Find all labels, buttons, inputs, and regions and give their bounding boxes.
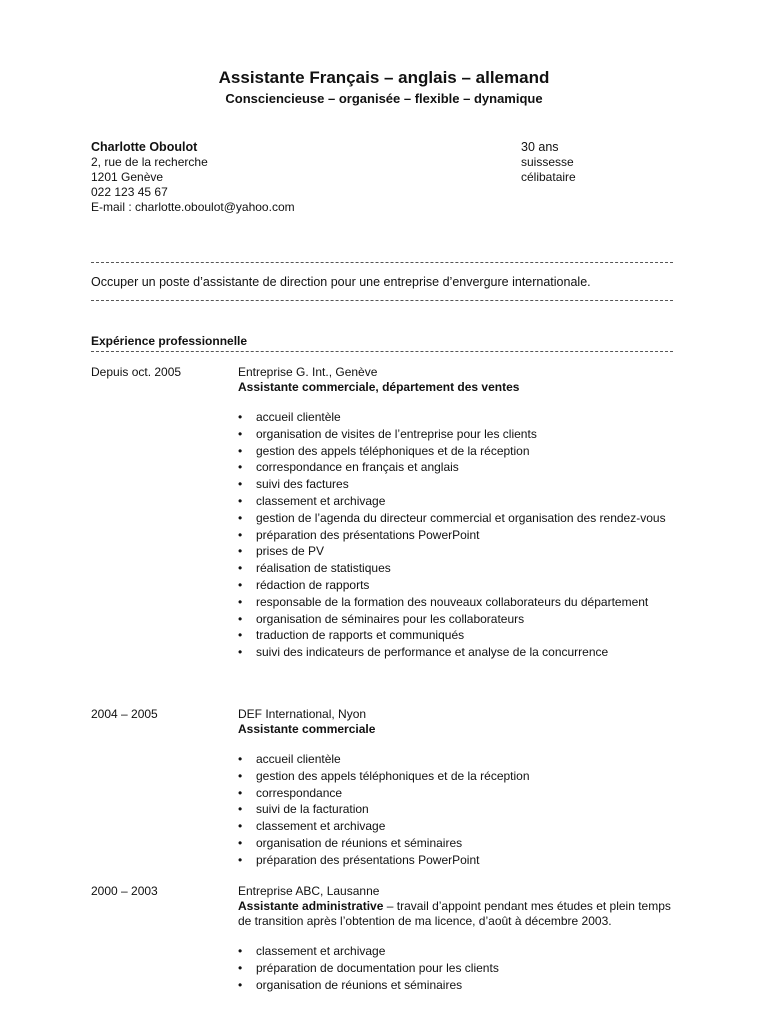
task-item bbox=[238, 628, 678, 643]
bullet-icon: • bbox=[238, 944, 243, 958]
task-text: suivi des indicateurs de performance et analyse de la concurrence bbox=[256, 645, 609, 660]
task-item bbox=[238, 612, 678, 627]
task-item bbox=[238, 853, 678, 868]
task-text: rédaction de rapports bbox=[256, 577, 370, 592]
task-item bbox=[238, 544, 678, 559]
bullet-icon: • bbox=[238, 628, 243, 643]
task-list bbox=[238, 410, 678, 660]
experience-role: Assistante commerciale bbox=[238, 722, 376, 736]
bullet-icon: • bbox=[238, 527, 243, 542]
task-item bbox=[238, 595, 678, 610]
task-text: responsable de la formation des nouveaux collaborateurs du département bbox=[256, 594, 649, 609]
task-item bbox=[238, 769, 678, 784]
task-item bbox=[238, 836, 678, 851]
age: 30 ans bbox=[521, 140, 559, 154]
experience-role-line bbox=[238, 899, 678, 929]
task-item bbox=[238, 978, 678, 993]
task-text: accueil clientèle bbox=[256, 410, 341, 424]
task-item bbox=[238, 427, 678, 442]
task-text: suivi de la facturation bbox=[256, 802, 369, 817]
bullet-icon: • bbox=[238, 410, 243, 424]
contact-block bbox=[91, 140, 295, 215]
bullet-icon: • bbox=[238, 561, 243, 576]
bullet-icon: • bbox=[238, 477, 243, 492]
task-list bbox=[238, 752, 678, 868]
task-text: préparation des présentations PowerPoint bbox=[256, 852, 480, 867]
task-text: correspondance en français et anglais bbox=[256, 460, 459, 475]
task-item bbox=[238, 645, 678, 660]
task-text: préparation des présentations PowerPoint bbox=[256, 527, 480, 542]
cv-title: Assistante Français – anglais – allemand bbox=[218, 68, 550, 87]
task-text: correspondance bbox=[256, 785, 343, 800]
bullet-icon: • bbox=[238, 460, 243, 475]
bullet-icon: • bbox=[238, 426, 243, 441]
experience-role: Assistante commerciale, département des ventes bbox=[238, 380, 520, 394]
task-item bbox=[238, 410, 678, 425]
section-title-experience: Expérience professionnelle bbox=[91, 334, 248, 348]
task-item bbox=[238, 528, 678, 543]
experience-company: DEF International, Nyon bbox=[238, 707, 367, 721]
task-text: classement et archivage bbox=[256, 493, 386, 508]
experience-company: Entreprise G. Int., Genève bbox=[238, 365, 378, 379]
bullet-icon: • bbox=[238, 493, 243, 508]
task-text: suivi des factures bbox=[256, 477, 349, 492]
experience-role: Assistante administrative bbox=[238, 899, 384, 913]
experience-description: – travail d’appoint pendant mes études et plein temps de transition après l’obtention de ma licence, d’août à décembre 2003. bbox=[238, 899, 671, 928]
task-list bbox=[238, 944, 678, 993]
task-text: gestion des appels téléphoniques et de la réception bbox=[256, 768, 530, 783]
bullet-icon: • bbox=[238, 819, 243, 834]
experience-entry bbox=[238, 365, 678, 662]
task-item bbox=[238, 944, 678, 959]
task-item bbox=[238, 578, 678, 593]
experience-entry bbox=[238, 884, 678, 994]
task-text: gestion de l’agenda du directeur commercial et organisation des rendez-vous bbox=[256, 510, 666, 525]
marital-status: célibataire bbox=[521, 170, 576, 184]
task-item bbox=[238, 961, 678, 976]
task-text: classement et archivage bbox=[256, 819, 386, 834]
bullet-icon: • bbox=[238, 768, 243, 783]
task-text: traduction de rapports et communiqués bbox=[256, 628, 465, 643]
task-text: organisation de visites de l’entreprise pour les clients bbox=[256, 426, 537, 441]
task-text: réalisation de statistiques bbox=[256, 561, 391, 576]
personal-info-block bbox=[521, 140, 576, 185]
task-text: gestion des appels téléphoniques et de la réception bbox=[256, 443, 530, 458]
bullet-icon: • bbox=[238, 443, 243, 458]
bullet-icon: • bbox=[238, 785, 243, 800]
task-item bbox=[238, 802, 678, 817]
task-item bbox=[238, 444, 678, 459]
address-street: 2, rue de la recherche bbox=[91, 155, 208, 169]
task-item bbox=[238, 494, 678, 509]
bullet-icon: • bbox=[238, 594, 243, 609]
bullet-icon: • bbox=[238, 977, 243, 992]
cv-subtitle: Consciencieuse – organisée – flexible – dynamique bbox=[225, 91, 543, 106]
task-text: accueil clientèle bbox=[256, 752, 341, 766]
bullet-icon: • bbox=[238, 852, 243, 867]
task-item bbox=[238, 786, 678, 801]
address-city: 1201 Genève bbox=[91, 170, 164, 184]
bullet-icon: • bbox=[238, 510, 243, 525]
task-text: prises de PV bbox=[256, 544, 325, 559]
task-item bbox=[238, 511, 678, 526]
section-underline bbox=[91, 351, 673, 352]
bullet-icon: • bbox=[238, 611, 243, 626]
experience-entry bbox=[238, 707, 678, 870]
task-text: organisation de réunions et séminaires bbox=[256, 835, 463, 850]
email-address: E-mail : charlotte.oboulot@yahoo.com bbox=[91, 200, 295, 214]
task-text: préparation de documentation pour les clients bbox=[256, 960, 499, 975]
bullet-icon: • bbox=[238, 802, 243, 817]
bullet-icon: • bbox=[238, 835, 243, 850]
candidate-name: Charlotte Oboulot bbox=[91, 140, 198, 154]
bullet-icon: • bbox=[238, 577, 243, 592]
task-item bbox=[238, 819, 678, 834]
bullet-icon: • bbox=[238, 752, 243, 766]
task-text: classement et archivage bbox=[256, 944, 386, 958]
experience-date: 2000 – 2003 bbox=[91, 884, 158, 898]
task-item bbox=[238, 477, 678, 492]
bullet-icon: • bbox=[238, 544, 243, 559]
nationality: suissesse bbox=[521, 155, 574, 169]
divider-bottom bbox=[91, 300, 673, 301]
phone-number: 022 123 45 67 bbox=[91, 185, 168, 199]
task-text: organisation de réunions et séminaires bbox=[256, 977, 463, 992]
experience-date: 2004 – 2005 bbox=[91, 707, 158, 721]
task-text: organisation de séminaires pour les collaborateurs bbox=[256, 611, 525, 626]
task-item bbox=[238, 460, 678, 475]
bullet-icon: • bbox=[238, 960, 243, 975]
task-item bbox=[238, 561, 678, 576]
bullet-icon: • bbox=[238, 645, 243, 660]
experience-date: Depuis oct. 2005 bbox=[91, 365, 182, 379]
divider-top bbox=[91, 262, 673, 263]
task-item bbox=[238, 752, 678, 767]
objective-text: Occuper un poste d’assistante de direction pour une entreprise d’envergure internationale. bbox=[91, 275, 591, 289]
experience-company: Entreprise ABC, Lausanne bbox=[238, 884, 380, 898]
